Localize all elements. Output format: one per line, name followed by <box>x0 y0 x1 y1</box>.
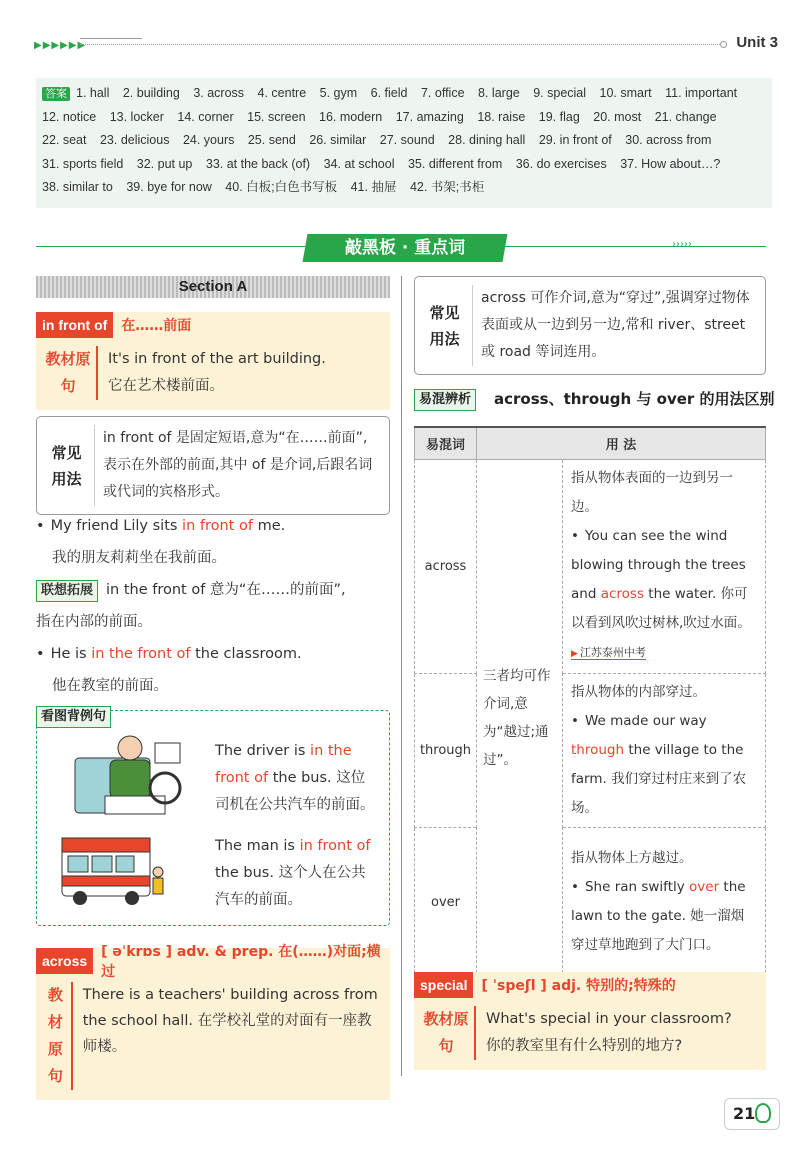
table-header: 易混词 <box>415 427 477 459</box>
answer-item: 25. send <box>247 133 296 147</box>
column-divider <box>401 276 402 1076</box>
picture-sentence-1: The driver is in the front of the bus. 这位司机在公共汽车的前面。 <box>215 743 375 813</box>
table-usage: 指从物体上方越过。 • She ran swiftly over the lawn to the gate. 她一溜烟穿过草地跑到了大门口。 <box>563 827 766 977</box>
answer-item: 7. office <box>420 86 465 100</box>
answer-item: 19. flag <box>538 109 580 124</box>
answer-item: 27. sound <box>379 133 435 147</box>
table-usage: 指从物体表面的一边到另一边。 • You can see the wind blowing through the trees and across the water. 你可以看到风吹过树林,吹过水面。▶ 江苏泰州中考 <box>563 459 766 673</box>
textbook-label: 教材原句 <box>44 982 73 1090</box>
in-front-of-entry <box>36 312 390 410</box>
word-meaning: [ ˈspeʃl ] adj. 特别的;特殊的 <box>481 978 676 994</box>
banner-arrows: ››››› <box>672 239 692 250</box>
answer-item: 23. delicious <box>99 133 170 147</box>
answer-item: 24. yours <box>182 133 235 147</box>
usage-text: across 可作介词,意为“穿过”,强调穿过物体表面或从一边到另一边,常和 river、street 或 road 等词连用。 <box>481 290 750 360</box>
answer-item: 32. put up <box>136 156 193 171</box>
usage-label: 常见用法 <box>423 285 473 366</box>
answer-item: 2. building <box>122 86 180 100</box>
textbook-sentence: It's in front of the art building. <box>108 351 326 367</box>
answer-key <box>36 78 772 208</box>
confusion-title: across、through 与 over 的用法区别 <box>494 390 775 408</box>
answer-item: 9. special <box>533 86 587 100</box>
answer-item: 22. seat <box>42 133 87 147</box>
example-block <box>36 510 396 702</box>
table-header: 用 法 <box>477 427 766 459</box>
answer-item: 11. important <box>665 86 738 100</box>
answer-item: 29. in front of <box>538 133 612 147</box>
answer-item: 10. smart <box>599 86 652 100</box>
answer-item: 12. notice <box>42 109 97 124</box>
usage-text: in front of 是固定短语,意为“在……前面”,表示在外部的前面,其中 of 是介词,后跟名词或代词的宾格形式。 <box>103 430 373 500</box>
section-title: Section A <box>36 276 390 298</box>
answer-item: 33. at the back (of) <box>205 156 311 171</box>
textbook-label: 教材原句 <box>44 346 98 400</box>
usage-box <box>36 416 390 515</box>
word-meaning: [ əˈkrɒs ] adv. & prep. 在(……)对面;横过 <box>101 944 381 980</box>
answer-item: 38. similar to <box>42 180 113 194</box>
usage-label: 常见用法 <box>45 425 95 506</box>
picture-sentence-2: The man is in front of the bus. 这个人在公共汽车的前面。 <box>215 838 371 908</box>
answer-item: 21. change <box>654 109 717 124</box>
special-entry <box>414 972 766 1070</box>
answer-item: 26. similar <box>309 133 367 147</box>
picture-example-tag: 看图背例句 <box>36 706 111 728</box>
example-translation: 我的朋友莉莉坐在我前面。 <box>52 550 226 566</box>
key-words-banner: 敲黑板 · 重点词 <box>303 234 508 262</box>
answer-item: 39. bye for now <box>126 180 212 194</box>
word-meaning: 在……前面 <box>121 318 192 334</box>
answer-item: 36. do exercises <box>515 156 607 171</box>
common-meaning: 三者均可作介词,意为“越过;通过”。 <box>477 459 563 977</box>
textbook-sentence: What's special in your classroom? <box>486 1011 732 1027</box>
answer-item: 42. 书架;书柜 <box>409 180 485 194</box>
answer-item: 13. locker <box>109 109 164 124</box>
table-word: through <box>415 673 477 827</box>
association-line: 联想拓展 in the front of 意为“在……的前面”, <box>36 574 396 606</box>
answer-item: 16. modern <box>319 109 383 124</box>
answer-item: 1. hall <box>76 86 110 100</box>
header-arrows: ▶▶▶▶▶▶ <box>34 40 87 51</box>
example-sentence: • He is in the front of the classroom. <box>36 638 396 670</box>
answer-item: 30. across from <box>625 133 712 147</box>
answer-item: 28. dining hall <box>448 133 526 147</box>
balloon-icon <box>755 1103 771 1123</box>
answer-item: 18. raise <box>477 109 526 124</box>
driver-illustration <box>70 728 190 823</box>
answer-item: 6. field <box>370 86 408 100</box>
answer-item: 41. 抽屉 <box>350 180 397 194</box>
word-tag: special <box>414 972 473 998</box>
answer-item: 15. screen <box>247 109 306 124</box>
table-row <box>415 673 766 827</box>
textbook-translation: 它在艺术楼前面。 <box>108 378 224 394</box>
across-entry <box>36 944 390 1100</box>
answer-item: 37. How about…? <box>620 156 721 171</box>
association-line-2: 指在内部的前面。 <box>36 614 152 630</box>
association-tag: 联想拓展 <box>36 580 98 602</box>
across-usage-box <box>414 276 766 375</box>
table-row <box>415 827 766 977</box>
unit-title: Unit 3 <box>736 34 778 51</box>
answer-item: 17. amazing <box>395 109 464 124</box>
header-rule <box>80 44 720 45</box>
word-tag: in front of <box>36 312 113 338</box>
header-rule-short <box>80 38 142 39</box>
example-sentence: • My friend Lily sits in front of me. <box>36 510 396 542</box>
answer-item: 34. at school <box>323 156 395 171</box>
textbook-translation: 你的教室里有什么特别的地方? <box>486 1038 683 1054</box>
example-translation: 他在教室的前面。 <box>52 678 168 694</box>
page-number: 21 <box>724 1098 780 1130</box>
answer-item: 5. gym <box>319 86 358 100</box>
table-usage: 指从物体的内部穿过。 • We made our way through the village to the farm. 我们穿过村庄来到了农场。 <box>563 673 766 827</box>
answer-item: 40. 白板;白色书写板 <box>225 180 338 194</box>
table-row <box>415 459 766 673</box>
answer-item: 8. large <box>478 86 520 100</box>
answer-item: 20. most <box>593 109 642 124</box>
textbook-sentence: There is a teachers' building across from the school hall. 在学校礼堂的对面有一座教师楼。 <box>82 987 378 1055</box>
table-word: over <box>415 827 477 977</box>
header-rule-end <box>720 41 727 48</box>
answer-item: 31. sports field <box>42 156 124 171</box>
answer-item: 14. corner <box>177 109 234 124</box>
word-tag: across <box>36 948 93 974</box>
answer-item: 35. different from <box>407 156 503 171</box>
comparison-table <box>414 426 766 978</box>
answer-label: 答案 <box>42 87 70 101</box>
textbook-label: 教材原句 <box>422 1006 476 1060</box>
answer-item: 3. across <box>193 86 245 100</box>
table-word: across <box>415 459 477 673</box>
confusion-tag: 易混辨析 <box>414 389 476 411</box>
bus-illustration <box>60 830 170 910</box>
exam-source-stamp: ▶ 江苏泰州中考 <box>571 646 646 660</box>
answer-item: 4. centre <box>257 86 307 100</box>
